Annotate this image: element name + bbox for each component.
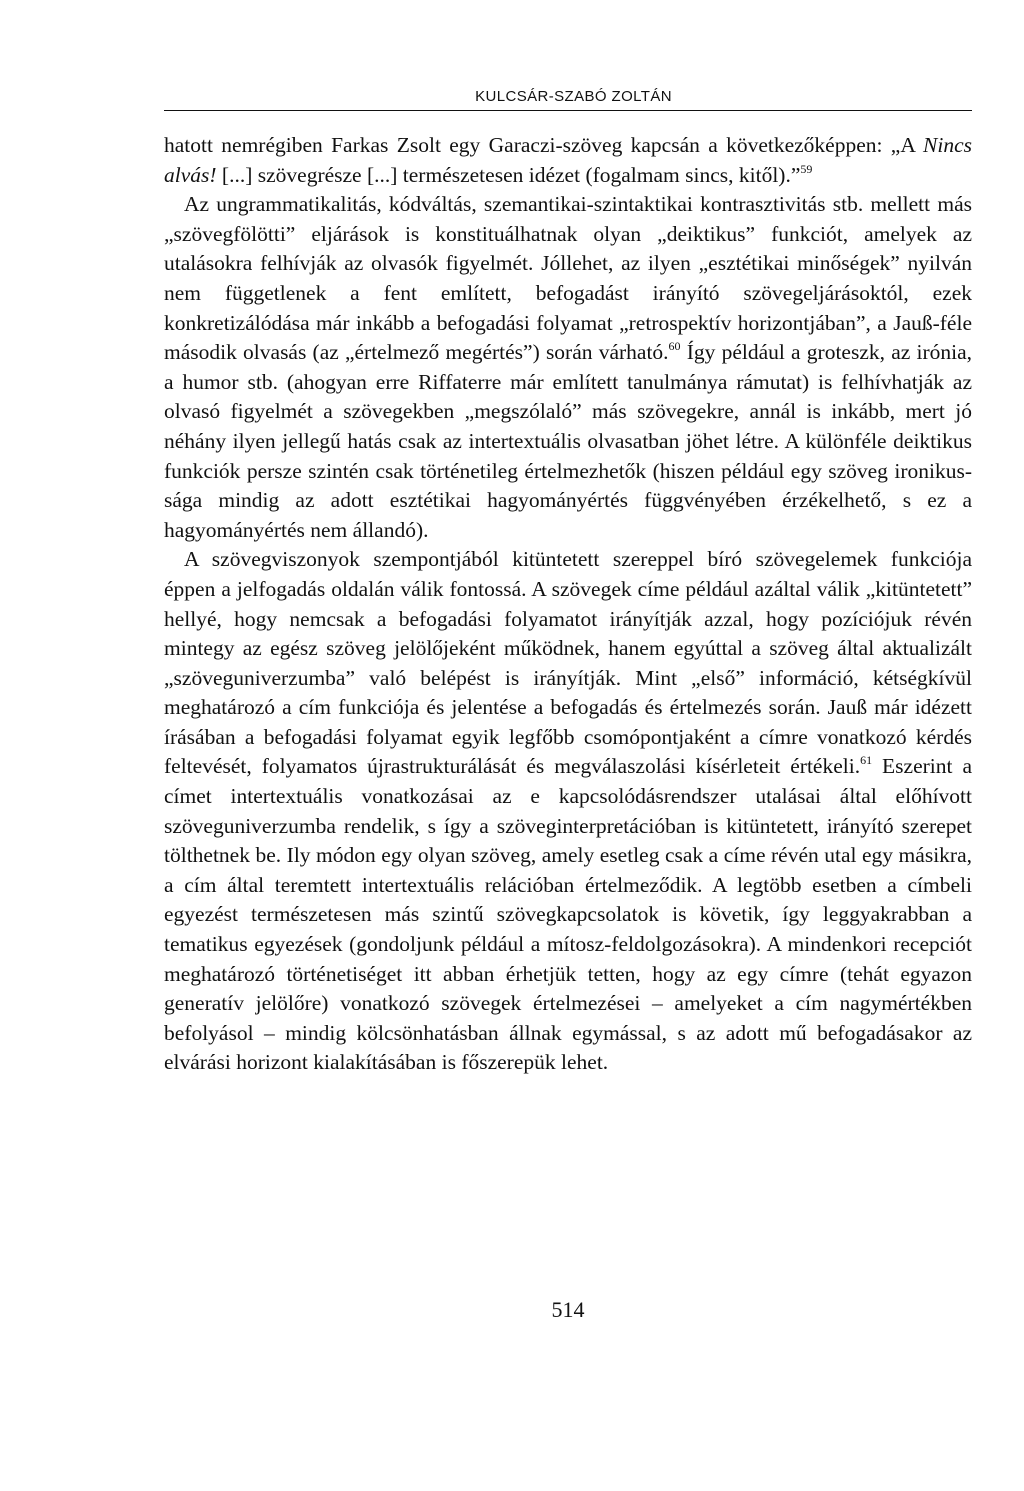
italic-title: Nincs alvás! bbox=[164, 133, 972, 187]
footnote-reference: 61 bbox=[860, 753, 873, 768]
text-segment: hatott nemrégiben Farkas Zsolt egy Garaczi-szöveg kapcsán a következőképpen: „A bbox=[164, 133, 924, 157]
text-segment: [...] szövegrésze [...] természetesen idézet (fogalmam sincs, kitől).” bbox=[216, 162, 801, 187]
paragraph bbox=[164, 545, 972, 1078]
text-segment: Eszerint a címet intertextuális vonatkozásai az e kapcsolódásrendszer utalásai által előhívott szöveguniverzumba rendelik, s így a szöveginterpretációban is kitüntetett, irányító szerepet tölthetnek be. Ily módon egy olyan szöveg, amely esetleg csak a címe révén utal egy másikra, a cím által teremtett intertextuális relációban értelmeződik. A legtöbb esetben a címbeli egyezést természetesen más szintű szövegkapcsolatok is követik, így leggyakrabban a tematikus egyezések (gondoljunk például a mítosz-feldolgozásokra). A mindenkori recepciót meghatározó történetiséget itt abban érhetjük tetten, hogy az egy címre (tehát egyazon generatív jelölőre) vonatkozó szövegek értelmezései – amelyeket a cím nagymértékben befolyásol – mindig kölcsönhatásban állnak egymással, s az adott mű befogadásakor az elvárási horizont kialakításában is főszerepük lehet. bbox=[164, 754, 972, 1075]
text-segment: Az ungrammatikalitás, kódváltás, szemantikai-szintaktikai kontrasztivitás stb. mellett más „szövegfölötti” eljárások is konstituálhatnak olyan „deiktikus” funkciót, amelyek az utalásokra felhívják az olvasók figyelmét. Jóllehet, az ilyen „esztétikai minőségek” nyilván nem függetlenek a fent említett, befogadást irányító szövegeljárásoktól, ezek konkretizálódása már inkább a befogadási folyamat „retrospektív horizontjában”, a Jauß-féle második olvasás (az „értelmező megértés”) során várható. bbox=[164, 192, 972, 365]
book-page bbox=[164, 0, 972, 1491]
body-text bbox=[164, 131, 972, 1078]
footnote-reference: 60 bbox=[668, 339, 681, 354]
text-segment: A szövegviszonyok szempontjából kitüntetett szereppel bíró szövegelemek funkciója éppen a jelfogadás oldalán válik fontossá. A szövegek címe például azáltal válik „kitüntetett” hellyé, hogy nemcsak a befogadási folyamatot irányítják azzal, hogy pozíciójuk révén mintegy az egész szöveg jelölőjeként működnek, hanem egyúttal a szöveg által aktualizált „szöveguniverzumba” való belépést is irányítják. Mint „első” információ, kétségkívül meghatározó a cím funkciója és jelentése a befogadás és értelmezés során. Jauß már idézett írásában a befogadási folyamat egyik legfőbb csomópontjaként a címre vonatkozó kérdés feltevését, folyamatos újrastrukturálását és megválaszolási kísérleteit értékeli. bbox=[164, 547, 972, 779]
footnote-reference: 59 bbox=[800, 161, 813, 176]
running-head-author: KULCSÁR-SZABÓ ZOLTÁN bbox=[475, 88, 672, 105]
text-segment: Így például a groteszk, az irónia, a humor stb. (ahogyan erre Riffaterre már említett tanulmánya rámutat) is felhívhatják az olvasó figyelmét a szövegekben „megszólaló” más szövegekre, annál is inkább, mert jó néhány ilyen jellegű hatás csak az intertextuális olvasatban jöhet létre. A különféle deiktikus funkciók persze szintén csak történetileg értelmezhetők (hiszen például egy szöveg ironikussága mindig az adott esztétikai hagyományértés függvényében érzékelhető, s ez a hagyományértés nem állandó). bbox=[164, 340, 972, 542]
paragraph bbox=[164, 190, 972, 545]
running-head bbox=[164, 86, 972, 111]
page-number: 514 bbox=[551, 1297, 585, 1322]
paragraph bbox=[164, 131, 972, 190]
